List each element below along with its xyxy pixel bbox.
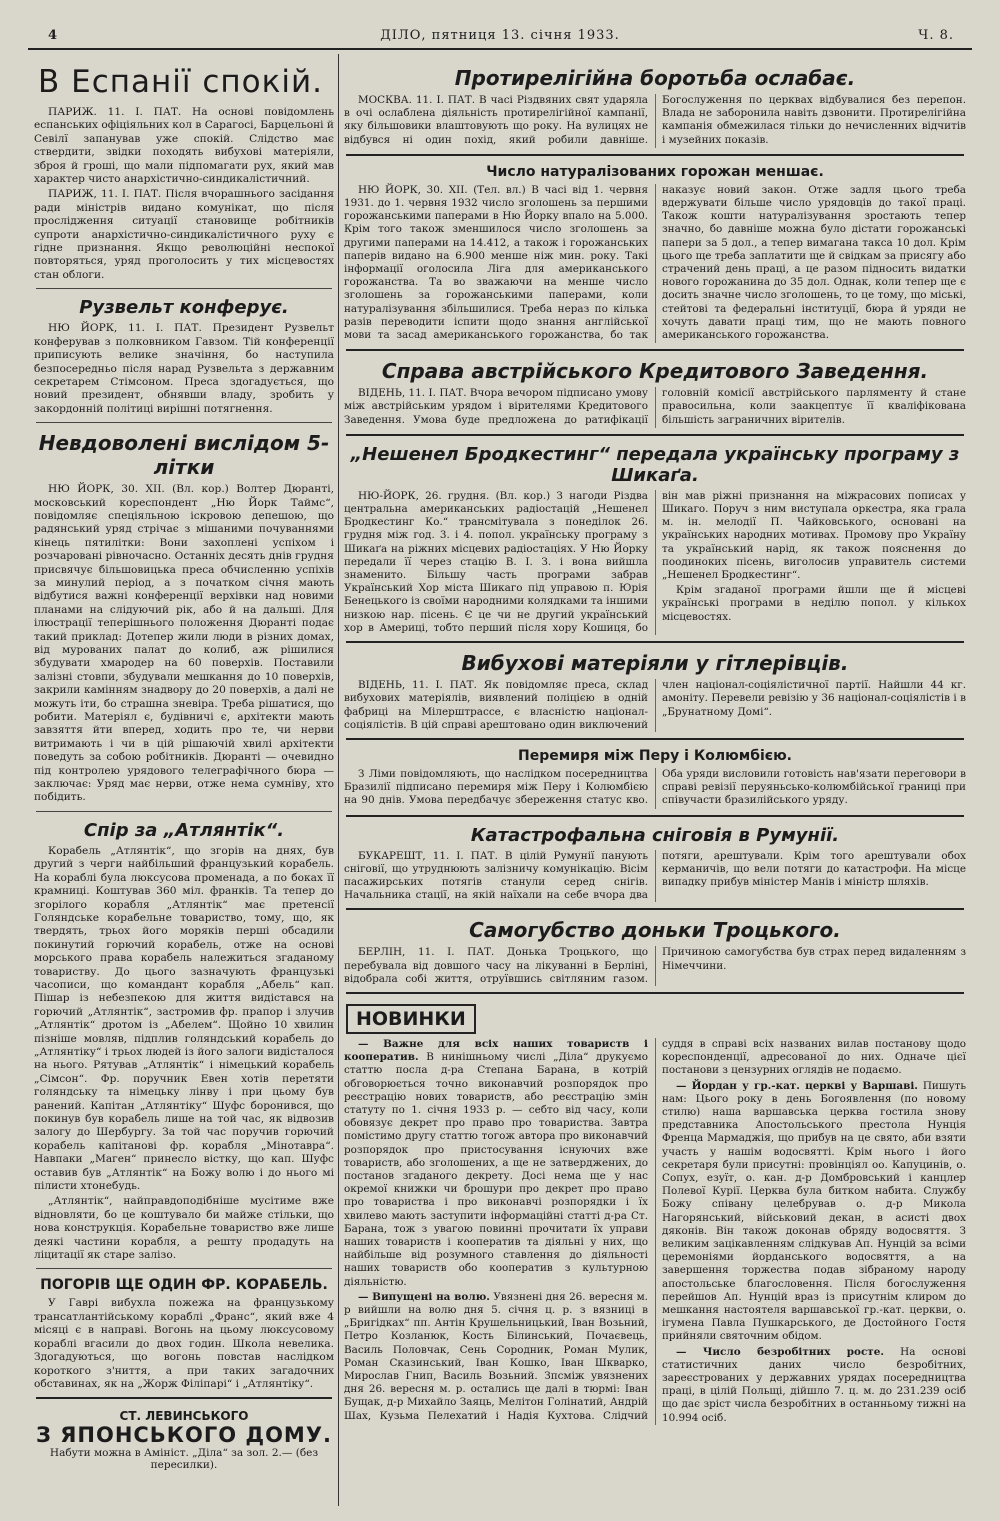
divider (346, 992, 964, 994)
article-title-roosevelt: Рузвельт конферує. (79, 297, 289, 319)
divider (346, 349, 964, 351)
page-header (28, 28, 972, 48)
article-title-broadcasting: „Нешенел Бродкестинг“ передала українську програму з Шикаґа. (350, 443, 960, 486)
article-title-atlantique: Спір за „Атлянтік“. (83, 819, 285, 841)
article-title-five-year: Невдоволені вислідом 5-літки (38, 431, 330, 480)
article-text-snowstorm: БУКАРЕШТ, 11. І. ПАТ. В цілій Румунії панують сніговії, що утруднюють залізничу комунікацію. Вісім пасажирських потягів станули серед снігів. Начальника стації, на якій наїхали на себе вчора два потяги, арештували. Крім того арештували обох керманичів, що вели потяги до катастрофи. На місце випадку прибув міністер Манів і міністр шляхів. (344, 849, 966, 902)
article-text-five-year: НЮ ЙОРК, 30. XII. (Вл. кор.) Волтер Дюранті, московський кореспондент „Ню Йорк Таймс“, повідомляє спеціяльною іскровою депешою, що радянський уряд стрічає з мішаними почуваннями кінець пятилітки: Вони захоплені успіхом і розчаровані рівночасно. Останніх десять днів грудня присвячує більшовицька преса обчисленню успіхів за минулий період, а з початком січня мають відбутися важні конференції верхівки над новими планами на слідуючий рік, або й на дальші. Для ілюстрації теперішнього положення Дюранті подає такий приклад: Дотепер жили люди в різних домах, від мурованих палат до колиб, аж рішилися збудувати хмародер на 60 поверхів. Поставили залізні стовпи, збудували мешкання до 10 поверхів, закрили камінням знадвору до 20 поверхів, а далі не можуть іти, бо страшна зневіра. Треба рішатися, що робити. Матеріял є, будівничі є, архітекти мають завзяття йти вперед, ходить про те, чи нерви витримають і чи в цій рішаючій хвилі архітекти поведуть за собою робітників. Дюранті — очевидно під контролею урядового телеграфічного бюра — заключає: Уряд має нерви, отже нема сумніву, хто побідить. (34, 483, 334, 804)
article-text-naturalized: НЮ ЙОРК, 30. XII. (Тел. вл.) В часі від 1. червня 1931. до 1. червня 1932 число зголошень за першими горожанськими паперами в Ню Йорку впало на 5.000. Крім того також зменшилося число зголошень за другими паперами на 14.412, а також і горожанських паперів видано на 6.900 менше ніж мин. року. Такі інформації оголосила Ліга для американського горожанства. Та во зважаючи на менше число зголошень за горожанськими паперами, коли натуралізування збільшилися. Треба нераз по кілька разів переводити іспити щодо знання англійської мови та засад американського горожанства, бо так наказує новий закон. Отже задля цього треба вдержувати більше число урядовців до такої праці. Також кошти натуралізування зростають тепер значно, бо давніше можна було дістати горожанські папери за 5 дол., а тепер вимагана такса 10 дол. Крім цього ще треба заплатити ще й свідкам за присягу або страчений день праці, а це разом підносить видатки нового горожанина до 35 дол. Однак, коли тепер ще є досить значне число зголошень, то це тому, що міські, стейтові та федеральні інституції, бюра й уряди не хочуть давати праці тим, що не мають повного американського горожанства. (344, 183, 966, 342)
ad-author: СТ. ЛЕВИНСЬКОГО (119, 1409, 249, 1424)
article-title-explosives: Вибухові матеріяли у гітлерівців. (461, 651, 849, 676)
article-body-snowstorm (344, 850, 966, 903)
right-column (344, 58, 966, 1506)
ad-purchase-info: Набути можна в Амініст. „Діла“ за зол. 2.— (без пересилки). (49, 1447, 319, 1472)
article-body-trotsky (344, 946, 966, 986)
article-title-antireligious: Протирелігійна боротьба ослабає. (454, 66, 856, 90)
article-text-credit: ВІДЕНЬ, 11. І. ПАТ. Вчора вечором підписано умову між австрійським урядом і вірителями Кредитового Заведення. Умова буде предложена до ратифікації головній комісії австрійського парляменту й стане правосильна, коли заакцептує її кваліфікована більшість заграничних вірителів. (344, 387, 966, 426)
article-title-peru-colombia: Перемиря між Перу і Колюмбією. (518, 747, 792, 764)
newspaper-page (10, 6, 990, 1506)
article-text-ship-fire: У Гаврі вибухла пожежа на французькому трансатлантійському кораблі „Франс“, який вже 4 місяці є в направі. Вогонь на цьому люксусовому кораблі вгасили до двох годин. Школа невелика. Здогадуються, що вогонь повстав наслідком короткого з'ниття, а при таких загадочних обставинах, як на „Жорж Філіпарі“ і „Атлянтіку“. (34, 1297, 334, 1390)
article-body-naturalized (344, 184, 966, 343)
issue-number: Ч. 8. (918, 28, 954, 43)
news-item-unemployment (662, 1346, 966, 1425)
news-item-epiphany (662, 1080, 966, 1344)
news-lead: — Випущені на волю. (358, 1290, 490, 1303)
article-text-atlantique-1: Корабель „Атлянтік“, що згорів на днях, був другий з черги найбільший французький корабель. На кораблі була люксусова променада, а по боках її крамниці. Коштував 360 міл. франків. Та тепер до згорілого корабля „Атлянтік“ має претенсії Голяндське корабельне товариство, тому, що, як твердять, трьох його моряків перші обсадили покинутий горючий корабель, отже на основі морського права корабель належиться згаданому товариству. До цього зазначують французькі часописи, що командант корабля „Абель“ кап. Пішар із небезпекою для життя видістався на горючий „Атлянтік“, застромив фр. прапор і злучив „Атлянтік“ дротом із „Абелем“. Щойно 10 хвилин пізніше мовляв, підплив голяндський корабель до „Атлянтіку“ і трьох людей із його залоги видісталося на нього. Рятував „Атлянтік“ і німецький корабель „Сімсон“. Фр. поручник Евен хотів перетяти голяндську та німецьку лінву і при цьому був ранений. Капітан „Атлянтіку“ Шуфс боронився, що покинув був корабель лише на той час, як відвозив залогу до Шербургу. За той час поручив горючий корабель капітанові фр. корабля „Мінотавра“. Навпаки „Маген“ принесло вістку, що кап. Шуфс оставив був „Атлянтік“ на Божу волю і до нього мі пілисти хтонебудь. (34, 844, 334, 1193)
article-title-snowstorm: Катастрофальна сніговія в Румунії. (470, 824, 840, 846)
article-text-roosevelt: НЮ ЙОРК, 11. І. ПАТ. Президент Рузвельт конферував з полковником Гавзом. Тій конференції приписують велике значіння, бо наступила безпосередньо після нарад Рузвельта з державним секретарем Стімсоном. Преса здогадується, що новий президент, обнявши владу, зробить у закордонній політиці вирішні потягнення. (34, 322, 334, 415)
article-text-antireligious: МОСКВА. 11. І. ПАТ. В часі Різдвяних свят ударяла в очі ослаблена діяльність протирелігійної кампанії, яку більшовики влаштовують що року. На вулицях не відбувся ні один похід, який робили давніше. Богослуження по церквах відбувалися без перепон. Влада не заборонила навіть дзвонити. Протирелігійна кампанія обмежилася тільки до нечисленних відчитів і музейних показів. (344, 94, 966, 146)
news-text: На основі статистичних даних число безробітних, зареєстрованих у державних урядах посередництва праці, в цілій Польщі, дійшло 7. ц. м. до 231.239 осіб що дає зріст числа безробітних в останньому тижні на 10.994 осіб. (662, 1345, 966, 1424)
divider (346, 738, 964, 740)
article-text-explosives: ВІДЕНЬ, 11. І. ПАТ. Як повідомляє преса, склад вибухових матеріялів, виявлений поліцією в одній фабриці на Мілерштрассе, є власністю націонал-соціялістів. В цій справі арештовано один виключений член націонал-соціялістичної партії. Найшли 44 кг. амоніту. Перевели ревізію у 36 націонал-соціялістів і в „Брунатному Домі“. (344, 679, 966, 731)
divider (346, 434, 964, 436)
column-divider (338, 54, 339, 1506)
article-text-atlantique-2: „Атлянтік“, найправдоподібніше мусітиме вже відновляти, бо це коштувало би майже стільки, що нова конструкція. Корабельне товариство вже лише деякі частини корабля, а решту продадуть на ліцитації як старе залізо. (34, 1195, 334, 1262)
divider (346, 815, 964, 817)
article-body-credit (344, 387, 966, 428)
article-body-broadcasting (344, 490, 966, 635)
article-title-credit: Справа австрійського Кредитового Заведення. (381, 359, 929, 384)
ad-book-title: З ЯПОНСЬКОГО ДОМУ. (35, 1423, 332, 1448)
news-text: Увязнені дня 26. вересня м. р вийшли на волю дня 5. січня ц. р. з вязниці в „Бригідках“ пп. Антін Крушельницький, Іван Возьний, Петро Козланюк, Кость Білинський, Почаєвець, Василь Половчак, Сень Сородник, Роман Мулик, Роман Сказинський, Іван Кошко, Іван Шкварко, Мирослав Гнип, Василь Возьний. Зпсміж увязнених дня 26. вересня м. р. остались ще далі в тюрмі: Іван Бущак, д-р Михайло Заяць, Мелітон Голінатий, Андрій Шах, Кузьма Пелехатий і Надія Кухтова. Слідчий суддя в справі всіх названих вилав постанову щодо кореспонденції, адресованої до них. Одначе цієї постанови з цензурних оглядів не подаємо. (344, 1037, 966, 1422)
article-title-ship-fire: ПОГОРІВ ЩЕ ОДИН ФР. КОРАБЕЛЬ. (40, 1277, 328, 1294)
divider (36, 288, 332, 289)
article-text-spain-1: ПАРИЖ. 11. І. ПАТ. На основі повідомлень еспанських офіціяльних кол в Сарагосі, Барцельоні й Севілї запанував уже спокій. Слідство має ствердити, звідки походять вибухові матеріяли, зброя й гроші, що мали підпомагати рух, який мав характер чисто анархістично-синдикалістичний. (34, 106, 334, 186)
article-text-peru-colombia: З Ліми повідомляють, що наслідком посередництва Бразилії підписано перемиря між Перу і Колюмбією на 90 днів. Умова передбачує збереження статус кво. Оба уряди висловили готовість нав'язати переговори в справі ревізії перуяньсько-колюмбійської границі при співучасти бразилійського уряду. (344, 767, 966, 807)
article-body-peru-colombia (344, 768, 966, 809)
news-text: Пишуть нам: Цього року в день Богоявлення (по новому стилю) наша варшавська церква гостила знову представника Апостольського престола Нунція Френца Мармаджія, що прибув на це свято, аби взяти участь у нашім водосвятті. Крім нього і його секретаря були присутні: провінціял оо. Капуцинів, о. Сопух, езуїт, о. кан. д-р Домбровський і канцлер Полевої Курії. Церква була битком набита. Службу Божу співану целебрував о. д-р Микола Нагорянський, військовий декан, в асисті двох дяконів. Він також доконав обряду водосвяття. З великим зацікавленням слідкував Ап. Нунцій за всіми церемоніями йорданського водосвяття, а на завершення торжества подав зібраному народу апостольське благословення. Після богослуження перейшов Ап. Нунцій враз із присутнім клиром до мешкання настоятеля варшавської гр.-кат. церкви, о. ігумена Павла Пушкарського, де Достойного Гостя прийняли святочним обідом. (662, 1079, 966, 1343)
divider (346, 154, 964, 156)
divider (346, 908, 964, 910)
article-body-explosives (344, 679, 966, 732)
news-lead: — Число безробітних росте. (676, 1345, 884, 1358)
masthead: ДІЛО, пятниця 13. січня 1933. (380, 28, 620, 43)
divider (36, 422, 332, 423)
article-title-trotsky: Самогубство доньки Троцького. (469, 918, 841, 943)
header-rule (28, 48, 972, 50)
book-advertisement (34, 1409, 334, 1471)
divider (346, 641, 964, 643)
news-section-title: НОВИНКИ (346, 1004, 476, 1034)
news-lead: — Йордан у гр.-кат. церкві у Варшаві. (676, 1079, 918, 1092)
article-title-spain: В Еспанії спокій. (38, 64, 323, 100)
article-text-trotsky: БЕРЛІН, 11. І. ПАТ. Донька Троцького, що перебувала від довшого часу на лікуванні в Берліні, відобрала собі життя, отруївшись світляним газом. Причиною самогубства був страх перед видаленням з Німеччини. (344, 946, 966, 985)
news-section-body (344, 1038, 966, 1425)
divider (36, 1397, 332, 1399)
article-text-spain-2: ПАРИЖ, 11. І. ПАТ. Після вчорашнього засідання ради міністрів видано комунікат, що після прослідження ситуації становище робітників супроти анархістично-синдикалістичного руху є гідне признання. Якщо революційні неспокої повторяться, уряд проголосить у тих місцевостях стан облоги. (34, 188, 334, 281)
divider (36, 1268, 332, 1269)
article-title-naturalized: Число натуралізованих горожан меншає. (486, 163, 824, 180)
left-column (34, 58, 334, 1506)
page-number: 4 (48, 28, 59, 43)
news-text: В нинішньому числі „Діла“ друкуємо статтю посла д-ра Степана Барана, в котрій обговорюється точно виконавчий розпорядок про реєстрацію нових товариств, або реєстрацію змін статуту по 1. січня 1933 р. — себто від часу, коли обовязує декрет про право про товариства. Завтра помістимо другу статтю тогож автора про виконавчий розпорядок про пристосування існуючих вже товариств, або зголошених, а ще не затверджених, до постанов згаданого декрету. Досі нема ще у нас окремої книжки чи брошури про декрет про право про товариства і про виконавчі розпорядки і їх хвилево мають заступити інформаційні статті д-ра Ст. Барана, тож з увагою повинні прочитати їх управи наших товариств і кооператив та діяльні у них, що найбільше від розумного ставлення до діяльності наших товариств обо кооператив з культурною діяльністю. (344, 1051, 648, 1288)
news-item-cooperatives (344, 1038, 648, 1289)
article-body-antireligious (344, 94, 966, 148)
article-text-broadcasting-1: НЮ-ЙОРК, 26. грудня. (Вл. кор.) З нагоди Різдва центральна американських радіостацій „Нешенел Бродкестинг Ко.“ трансмітувала з понеділок 26. грудня між год. 3. і 4. попол. українську програму з Шикаґа на ріжних місцевих радіостаціях. У Ню Йорку передали її через стацію В. І. З. і вона вийшла знаменито. Більшу часть програми забрав Український Хор міста Шикаго під управою п. Юрія Бенецького із своїми народними колядками та іншими низкою нар. пісень. Є це чи не другий український хор в Америці, тобто перший після хору Кошиця, бо він мав ріжні признання на міжрасових пописах у Шикаго. Поруч з ним виступала оркестра, яка грала м. ін. мелодії П. Чайковського, основані на українських народних мотивах. Промову про Україну та український нарід, як також пояснення до поодиноких пісень, виголосив управитель системи „Нешенел Бродкестинг“. (344, 489, 966, 634)
divider (36, 811, 332, 812)
news-lead: — Важне для всіх наших товариств і кооператив. (344, 1037, 648, 1064)
article-text-broadcasting-2: Крім згаданої програми йшли ще й місцеві українські програми в неділю попол. у кількох місцевостях. (662, 584, 966, 623)
